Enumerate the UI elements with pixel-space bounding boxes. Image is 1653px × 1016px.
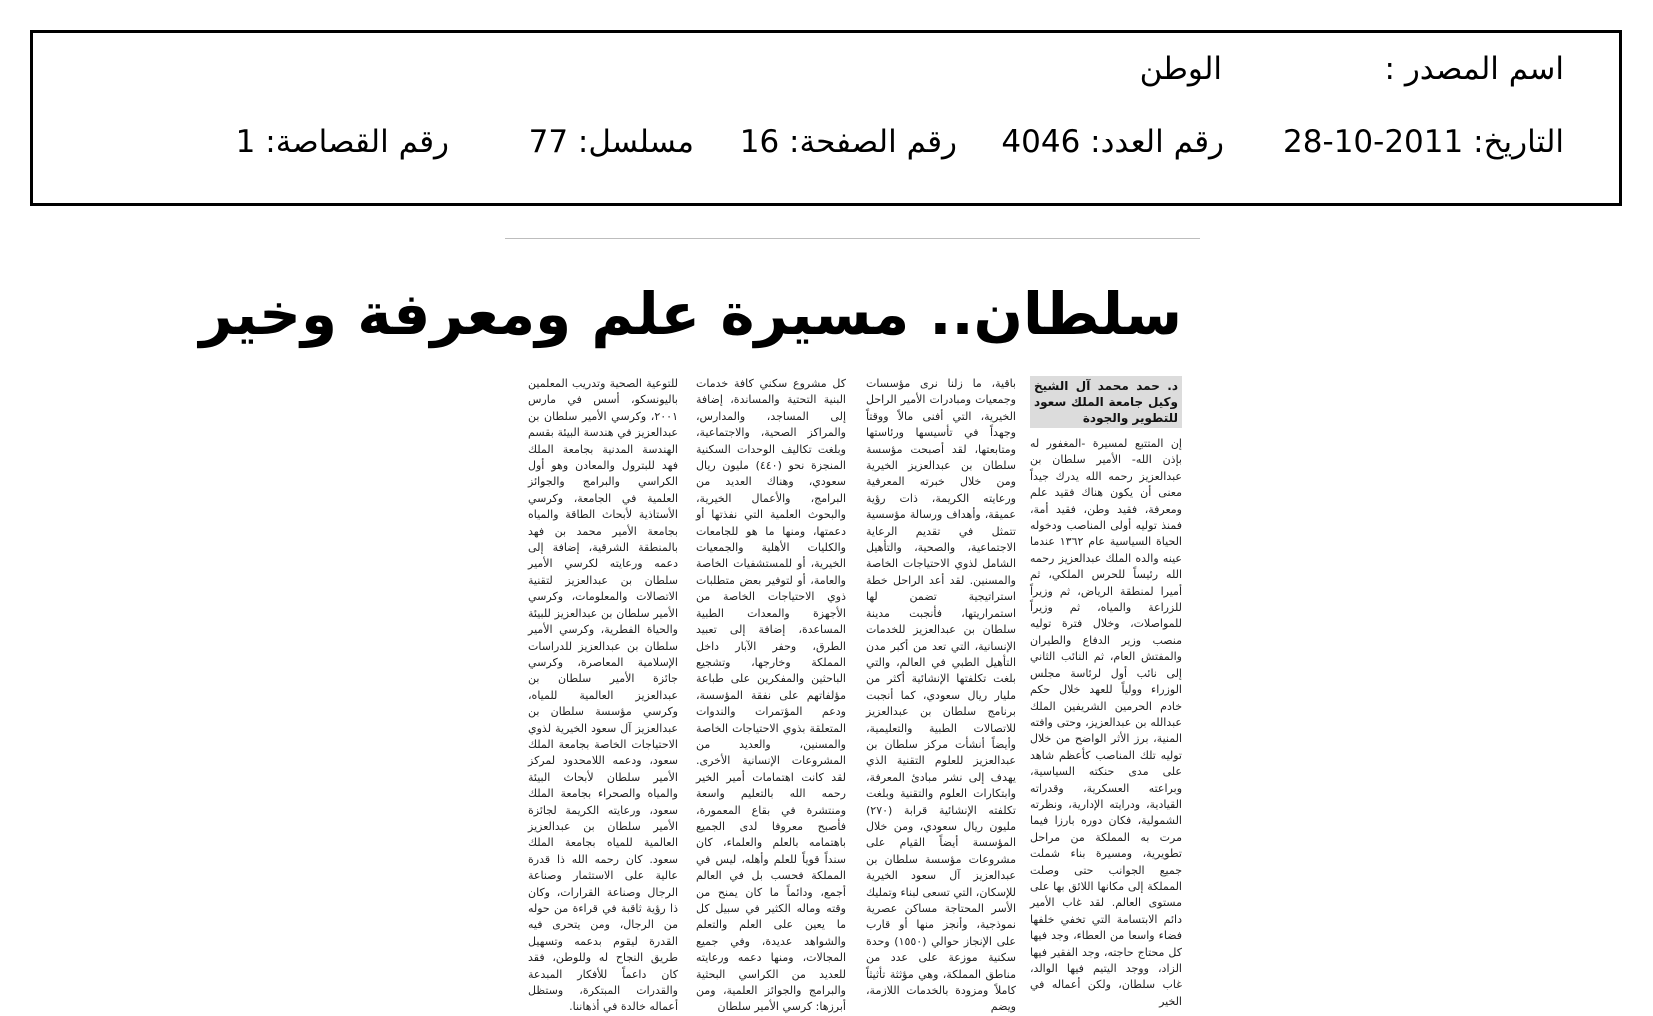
source-value: الوطن [1139, 51, 1222, 87]
clipping-number-field: رقم القصاصة: 1 [235, 124, 449, 160]
article-column-3 [696, 376, 846, 1014]
article-column-2 [866, 376, 1016, 1014]
page-number-field: رقم الصفحة: 16 [739, 124, 957, 160]
author-byline: د. حمد محمد آل الشيخ وكيل جامعة الملك سعود للتطوير والجودة [1030, 376, 1182, 428]
serial-field: مسلسل: 77 [528, 124, 694, 160]
column-text: للتوعية الصحية وتدريب المعلمين باليونسكو، أسس في مارس ٢٠٠١، وكرسي الأمير سلطان بن عبدالعزيز في هندسة البيئة بقسم الهندسة المدنية بجامعة الملك فهد للبترول والمعادن وهو أول الكراسي والبرامج والجوائز العلمية في الجامعة، وكرسي الأستاذية لأبحاث الطاقة والمياه بجامعة الأمير محمد بن فهد بالمنطقة الشرقية، إضافة إلى دعمه ورعايته لكرسي الأمير سلطان بن عبدالعزيز لتقنية الاتصالات والمعلومات، وكرسي الأمير سلطان بن عبدالعزيز للبيئة والحياة الفطرية، وكرسي الأمير سلطان بن عبدالعزيز للدراسات الإسلامية المعاصرة، وكرسي جائزة الأمير سلطان بن عبدالعزيز العالمية للمياه، وكرسي مؤسسة سلطان بن عبدالعزيز آل سعود الخيرية لذوي الاحتياجات الخاصة بجامعة الملك سعود، ودعمه اللامحدود لمركز الأمير سلطان لأبحاث البيئة والمياه والصحراء بجامعة الملك سعود، ورعايته الكريمة لجائزة الأمير سلطان بن عبدالعزيز العالمية للمياه بجامعة الملك سعود. كان رحمه الله ذا قدرة عالية على الاستثمار وصناعة الرجال وصناعة القرارات، وكان ذا رؤية ثاقبة في قراءة من حوله من الرجال، ومن يتحرى فيه القدرة ليقوم بدعمه وتسهيل طريق النجاح له وللوطن، فقد كان داعماً للأفكار المبدعة والقدرات المبتكرة، وستظل أعماله خالدة في أذهاننا. [528, 377, 678, 1014]
article-headline: سلطان.. مسيرة علم ومعرفة وخير [199, 280, 1182, 348]
source-label: اسم المصدر : [1384, 51, 1564, 87]
top-rule [505, 238, 1200, 239]
source-info-box [30, 30, 1622, 206]
column-text: كل مشروع سكني كافة خدمات البنية التحتية والمساندة، إضافة إلى المساجد، والمدارس، والمراكز الصحية، والاجتماعية، وبلغت تكاليف الوحدات السكنية المنجزة نحو (٤٤٠) مليون ريال سعودي، وهناك العديد من البرامج، والأعمال الخيرية، والبحوث العلمية التي نفذتها أو دعمتها، ومنها ما هو للجامعات والكليات الأهلية والجمعيات الخيرية، أو للمستشفيات الخاصة والعامة، أو لتوفير بعض متطلبات ذوي الاحتياجات الخاصة من الأجهزة والمعدات الطبية المساعدة، إضافة إلى تعبيد الطرق، وحفر الآبار داخل المملكة وخارجها، وتشجيع الباحثين والمفكرين على طباعة مؤلفاتهم على نفقة المؤسسة، ودعم المؤتمرات والندوات المتعلقة بذوي الاحتياجات الخاصة والمسنين، والعديد من المشروعات الإنسانية الأخرى. لقد كانت اهتمامات أمير الخير رحمه الله بالتعليم واسعة ومنتشرة في بقاع المعمورة، فأصبح معروفا لدى الجميع باهتمامه بالعلم والعلماء، كان سنداً قوياً للعلم وأهله، ليس في المملكة فحسب بل في العالم أجمع، ودائماً ما كان يمنح من وقته وماله الكثير في سبيل كل ما يعين على العلم والتعلم والشواهد عديدة، وفي جميع المجالات، ومنها دعمه ورعايته للعديد من الكراسي البحثية والبرامج والجوائز العلمية، ومن أبرزها: كرسي الأمير سلطان [696, 377, 846, 1014]
column-text: إن المتتبع لمسيرة -المغفور له بإذن الله- الأمير سلطان بن عبدالعزيز رحمه الله يدرك جيداً معنى أن يكون هناك فقيد علم ومعرفة، فقيد وطن، فقيد أمة، فمنذ توليه أولى المناصب ودخوله الحياة السياسية عام ١٣٦٢ عندما عينه والده الملك عبدالعزيز رحمه الله رئيساً للحرس الملكي، ثم أميرا لمنطقة الرياض، ثم وزيراً للزراعة والمياه، ثم وزيراً للمواصلات، وخلال فترة توليه منصب وزير الدفاع والطيران والمفتش العام، ثم النائب الثاني إلى نائب أول لرئاسة مجلس الوزراء وولياً للعهد خلال حكم خادم الحرمين الشريفين الملك عبدالله بن عبدالعزيز، وحتى وافته المنية، برز الأثر الواضح من خلال توليه تلك المناصب كأعظم شاهد على مدى حنكته السياسية، وبراعته العسكرية، وقدراته القيادية، ودرايته الإدارية، ونظرته الشمولية، فكان دوره بارزا فيما مرت به المملكة من مراحل تطويرية، ومسيرة بناء شملت جميع الجوانب حتى وصلت المملكة إلى مكانها اللائق بها على مستوى العالم. لقد غاب الأمير دائم الابتسامة التي تخفي خلفها فضاء واسعا من العطاء، وجد فيها كل محتاج حاجته، وجد الفقير فيها الزاد، ووجد اليتيم فيها الوالد، غاب سلطان، ولكن أعماله في الخير [1030, 437, 1182, 1008]
article-column-4 [528, 376, 678, 1014]
newspaper-clipping [199, 260, 1200, 1014]
column-text: باقية، ما زلنا نرى مؤسسات وجمعيات ومبادرات الأمير الراحل الخيرية، التي أفنى مالاً ووقتاً وجهداً في تأسيسها ورئاستها ومتابعتها، لقد أصبحت مؤسسة سلطان بن عبدالعزيز الخيرية ومن خلال خبرته المعرفية ورعايته الكريمة، ذات رؤية عميقة، وأهداف ورسالة مؤسسية تتمثل في تقديم الرعاية الاجتماعية، والصحية، والتأهيل الشامل لذوي الاحتياجات الخاصة والمسنين. لقد أعد الراحل خطة استراتيجية تضمن لها استمراريتها، فأنجبت مدينة سلطان بن عبدالعزيز للخدمات الإنسانية، التي تعد من أكبر مدن التأهيل الطبي في العالم، والتي بلغت تكلفتها الإنشائية أكثر من مليار ريال سعودي، كما أنجبت برنامج سلطان بن عبدالعزيز للاتصالات الطبية والتعليمية، وأيضاً أنشأت مركز سلطان بن عبدالعزيز للعلوم التقنية الذي يهدف إلى نشر مبادئ المعرفة، وابتكارات العلوم والتقنية وبلغت تكلفته الإنشائية قرابة (٢٧٠) مليون ريال سعودي، ومن خلال المؤسسة أيضاً القيام على مشروعات مؤسسة سلطان بن عبدالعزيز آل سعود الخيرية للإسكان، التي تسعى لبناء وتمليك الأسر المحتاجة مساكن عصرية نموذجية، وأنجز منها أو قارب على الإنجاز حوالي (١٥٥٠) وحدة سكنية موزعة على عدد من مناطق المملكة، وهي مؤثثة تأثيثاً كاملاً ومزودة بالخدمات اللازمة، ويضم [866, 377, 1016, 1014]
date-field: التاريخ: 2011-10-28 [1283, 124, 1564, 160]
article-column-1 [1030, 376, 1182, 1008]
issue-number-field: رقم العدد: 4046 [1001, 124, 1224, 160]
